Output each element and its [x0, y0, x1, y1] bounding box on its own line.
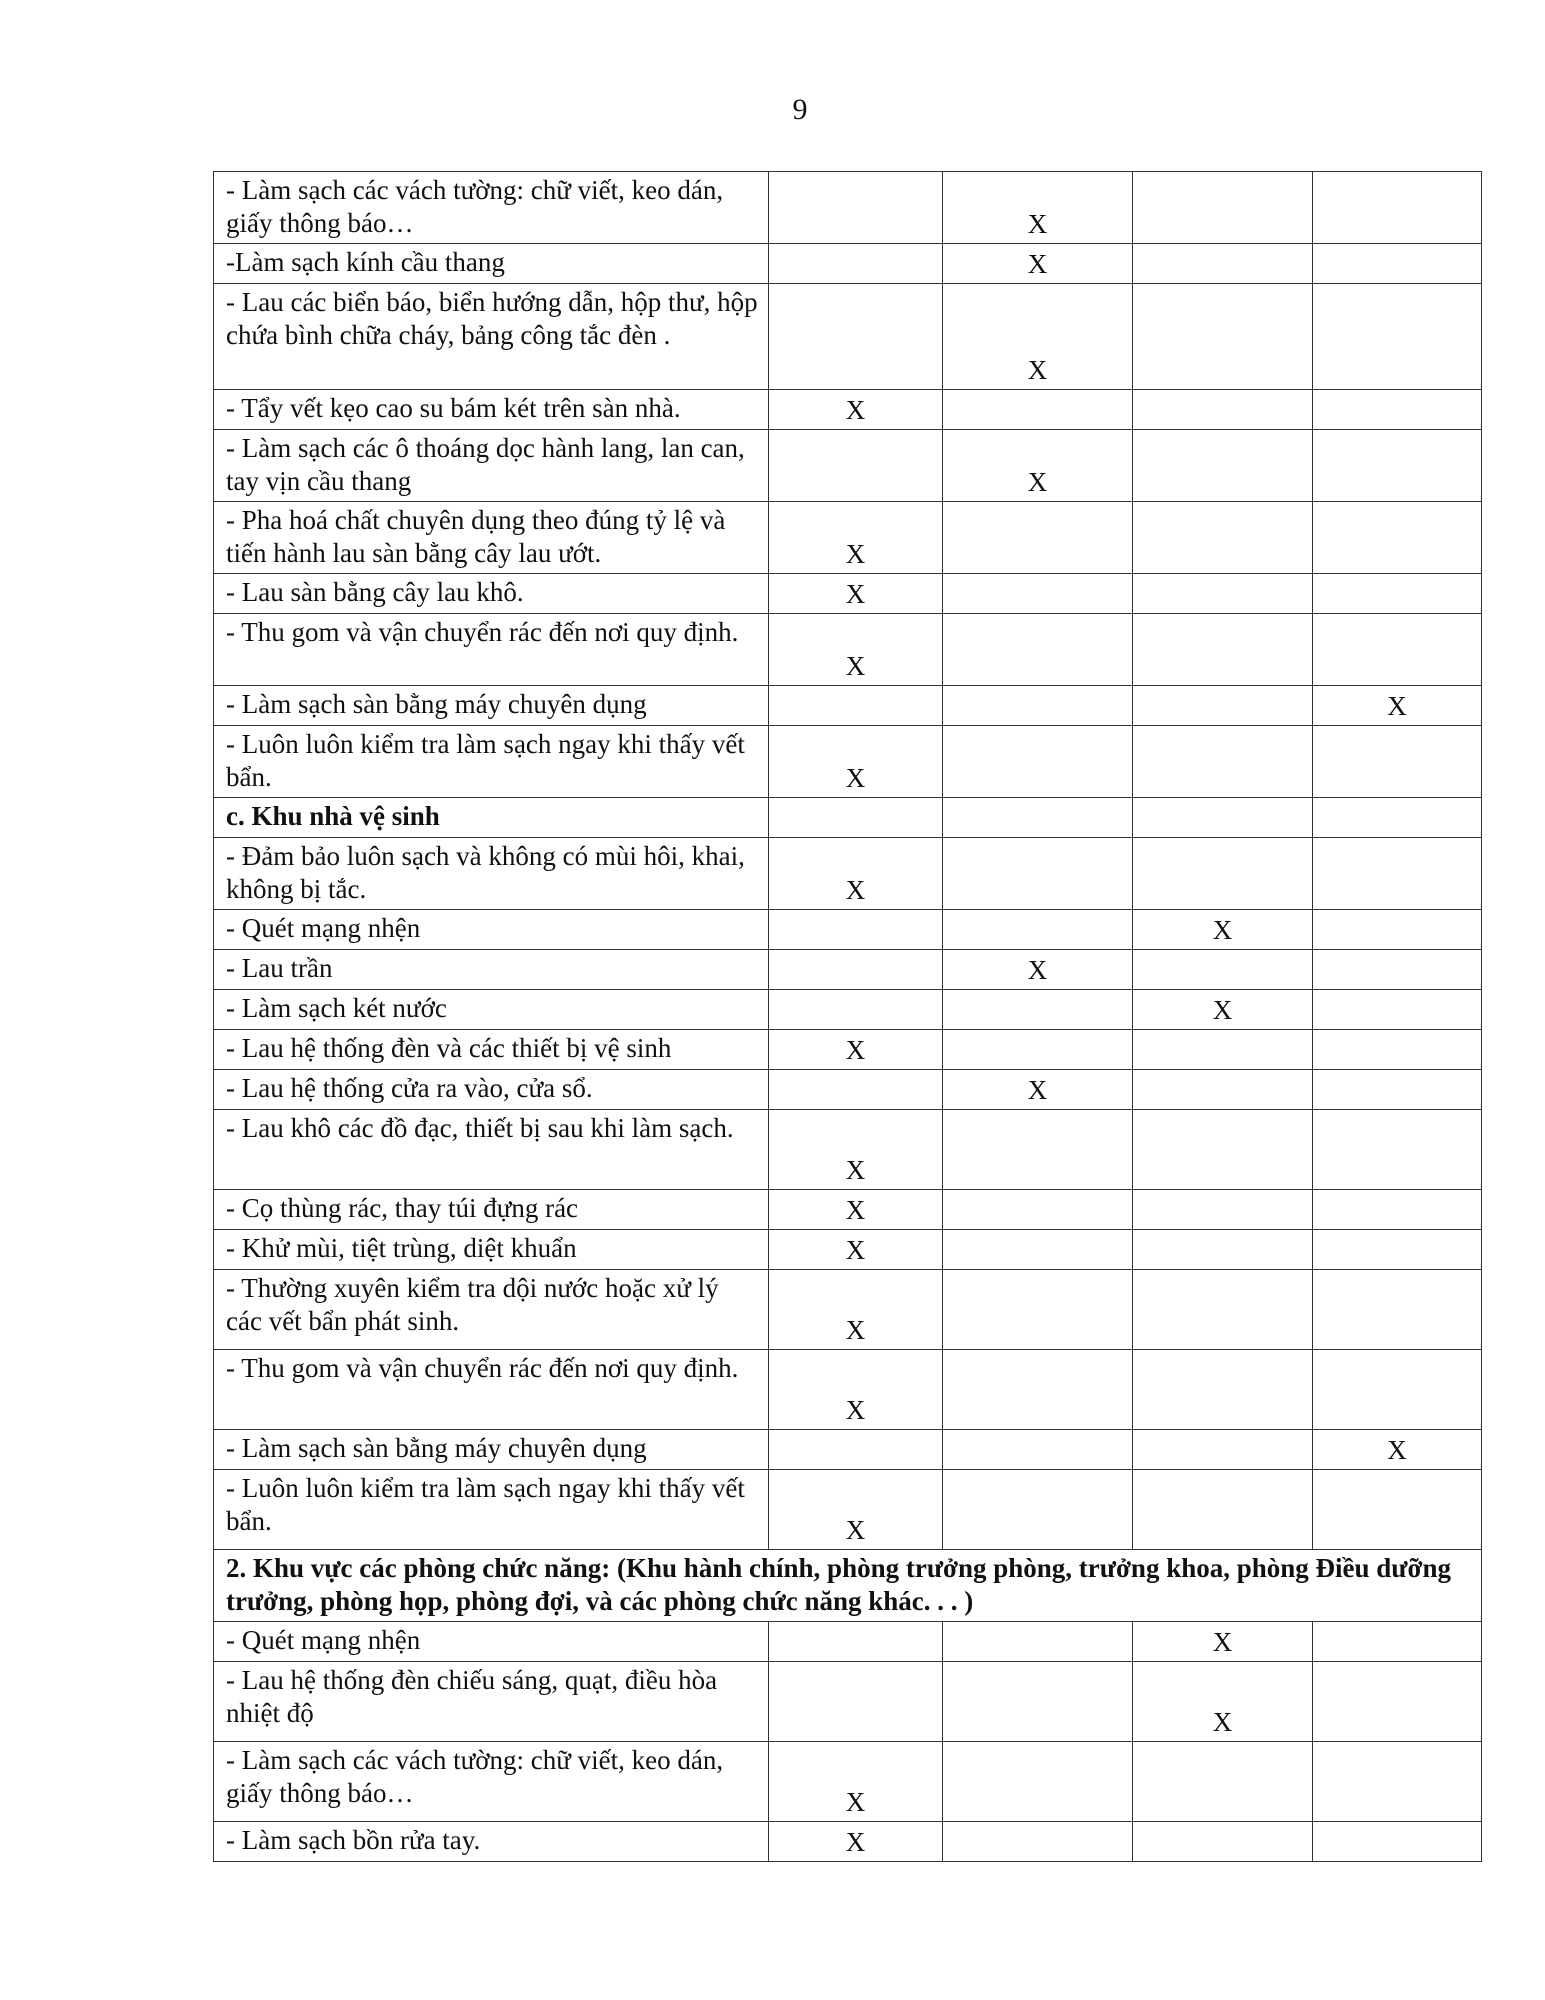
task-description: - Đảm bảo luôn sạch và không có mùi hôi, khai, không bị tắc.	[214, 838, 769, 910]
frequency-mark-col-1	[769, 1070, 943, 1110]
frequency-mark-col-4	[1313, 172, 1482, 244]
frequency-mark-col-1	[769, 798, 943, 838]
table-row	[214, 1350, 1482, 1430]
frequency-mark-col-3	[1133, 1822, 1313, 1862]
frequency-mark-col-3	[1133, 244, 1313, 284]
table-row	[214, 1230, 1482, 1270]
frequency-mark-col-2	[943, 838, 1133, 910]
frequency-mark-col-4: X	[1313, 1430, 1482, 1470]
frequency-mark-col-3	[1133, 798, 1313, 838]
table-row	[214, 1822, 1482, 1862]
frequency-mark-col-2	[943, 798, 1133, 838]
task-description: - Pha hoá chất chuyên dụng theo đúng tỷ lệ và tiến hành lau sàn bằng cây lau ướt.	[214, 502, 769, 574]
subsection-row	[214, 798, 1482, 838]
task-description: - Làm sạch sàn bằng máy chuyên dụng	[214, 1430, 769, 1470]
table-row	[214, 1470, 1482, 1550]
task-description: - Lau hệ thống đèn chiếu sáng, quạt, điều hòa nhiệt độ	[214, 1662, 769, 1742]
frequency-mark-col-2	[943, 614, 1133, 686]
table-row	[214, 686, 1482, 726]
frequency-mark-col-4	[1313, 1190, 1482, 1230]
task-description: - Quét mạng nhện	[214, 1622, 769, 1662]
page-number: 9	[792, 93, 808, 126]
frequency-mark-col-1	[769, 686, 943, 726]
frequency-mark-col-2: X	[943, 172, 1133, 244]
table-row	[214, 614, 1482, 686]
frequency-mark-col-2	[943, 1190, 1133, 1230]
task-description: - Làm sạch bồn rửa tay.	[214, 1822, 769, 1862]
frequency-mark-col-4	[1313, 1470, 1482, 1550]
frequency-mark-col-3	[1133, 838, 1313, 910]
frequency-mark-col-3	[1133, 1110, 1313, 1190]
task-description: - Lau hệ thống cửa ra vào, cửa sổ.	[214, 1070, 769, 1110]
frequency-mark-col-2	[943, 686, 1133, 726]
frequency-mark-col-2: X	[943, 284, 1133, 390]
table-row	[214, 950, 1482, 990]
table-row	[214, 1110, 1482, 1190]
frequency-mark-col-3	[1133, 1070, 1313, 1110]
task-description: - Khử mùi, tiệt trùng, diệt khuẩn	[214, 1230, 769, 1270]
table-row	[214, 1070, 1482, 1110]
frequency-mark-col-2	[943, 910, 1133, 950]
frequency-mark-col-3: X	[1133, 1662, 1313, 1742]
frequency-mark-col-4	[1313, 910, 1482, 950]
frequency-mark-col-2	[943, 990, 1133, 1030]
table-row	[214, 172, 1482, 244]
table-row	[214, 244, 1482, 284]
task-description: - Lau các biển báo, biển hướng dẫn, hộp thư, hộp chứa bình chữa cháy, bảng công tắc đèn .	[214, 284, 769, 390]
frequency-mark-col-1	[769, 950, 943, 990]
frequency-mark-col-1: X	[769, 1470, 943, 1550]
table-row	[214, 726, 1482, 798]
frequency-mark-col-2	[943, 1622, 1133, 1662]
frequency-mark-col-4	[1313, 1030, 1482, 1070]
task-description: - Thu gom và vận chuyển rác đến nơi quy định.	[214, 1350, 769, 1430]
section-title: c. Khu nhà vệ sinh	[214, 798, 769, 838]
frequency-mark-col-3	[1133, 726, 1313, 798]
table-row	[214, 1190, 1482, 1230]
table-row	[214, 574, 1482, 614]
frequency-mark-col-3: X	[1133, 990, 1313, 1030]
frequency-mark-col-2: X	[943, 244, 1133, 284]
task-description: - Luôn luôn kiểm tra làm sạch ngay khi thấy vết bẩn.	[214, 726, 769, 798]
cleaning-schedule-table	[213, 171, 1482, 1862]
frequency-mark-col-4	[1313, 284, 1482, 390]
frequency-mark-col-4	[1313, 1622, 1482, 1662]
section-title: 2. Khu vực các phòng chức năng: (Khu hành chính, phòng trưởng phòng, trưởng khoa, phòng Điều dưỡng trưởng, phòng họp, phòng đợi, và các phòng chức năng khác. . . )	[214, 1550, 1482, 1622]
frequency-mark-col-2	[943, 1270, 1133, 1350]
table-row	[214, 502, 1482, 574]
task-description: - Làm sạch két nước	[214, 990, 769, 1030]
table-row	[214, 284, 1482, 390]
task-description: - Lau khô các đồ đạc, thiết bị sau khi làm sạch.	[214, 1110, 769, 1190]
frequency-mark-col-4	[1313, 1822, 1482, 1862]
task-description: - Làm sạch sàn bằng máy chuyên dụng	[214, 686, 769, 726]
frequency-mark-col-3	[1133, 430, 1313, 502]
table-row	[214, 910, 1482, 950]
table-row	[214, 838, 1482, 910]
frequency-mark-col-1	[769, 244, 943, 284]
frequency-mark-col-1	[769, 430, 943, 502]
frequency-mark-col-1: X	[769, 1110, 943, 1190]
frequency-mark-col-1: X	[769, 1350, 943, 1430]
table-row	[214, 1430, 1482, 1470]
table-row	[214, 1030, 1482, 1070]
table-row	[214, 430, 1482, 502]
frequency-mark-col-2: X	[943, 1070, 1133, 1110]
frequency-mark-col-4	[1313, 726, 1482, 798]
task-description: - Tẩy vết kẹo cao su bám két trên sàn nhà.	[214, 390, 769, 430]
frequency-mark-col-2	[943, 502, 1133, 574]
frequency-mark-col-2	[943, 1822, 1133, 1862]
frequency-mark-col-4	[1313, 838, 1482, 910]
task-description: - Làm sạch các vách tường: chữ viết, keo dán, giấy thông báo…	[214, 1742, 769, 1822]
frequency-mark-col-2	[943, 1030, 1133, 1070]
frequency-mark-col-3	[1133, 950, 1313, 990]
frequency-mark-col-4	[1313, 502, 1482, 574]
task-description: - Thu gom và vận chuyển rác đến nơi quy định.	[214, 614, 769, 686]
frequency-mark-col-2	[943, 1742, 1133, 1822]
frequency-mark-col-4	[1313, 430, 1482, 502]
table-row	[214, 990, 1482, 1030]
frequency-mark-col-3	[1133, 390, 1313, 430]
frequency-mark-col-1	[769, 990, 943, 1030]
frequency-mark-col-1: X	[769, 1822, 943, 1862]
frequency-mark-col-2	[943, 726, 1133, 798]
task-description: - Lau sàn bằng cây lau khô.	[214, 574, 769, 614]
frequency-mark-col-3	[1133, 502, 1313, 574]
frequency-mark-col-4	[1313, 244, 1482, 284]
frequency-mark-col-3: X	[1133, 1622, 1313, 1662]
frequency-mark-col-3	[1133, 1230, 1313, 1270]
frequency-mark-col-3	[1133, 1030, 1313, 1070]
table-row	[214, 390, 1482, 430]
frequency-mark-col-2	[943, 1662, 1133, 1742]
table-row	[214, 1622, 1482, 1662]
frequency-mark-col-1	[769, 1622, 943, 1662]
frequency-mark-col-3	[1133, 614, 1313, 686]
frequency-mark-col-3	[1133, 1742, 1313, 1822]
frequency-mark-col-1: X	[769, 390, 943, 430]
frequency-mark-col-2	[943, 1230, 1133, 1270]
frequency-mark-col-3	[1133, 1470, 1313, 1550]
frequency-mark-col-4	[1313, 574, 1482, 614]
task-description: -Làm sạch kính cầu thang	[214, 244, 769, 284]
frequency-mark-col-4	[1313, 1230, 1482, 1270]
frequency-mark-col-3	[1133, 172, 1313, 244]
frequency-mark-col-3	[1133, 1350, 1313, 1430]
frequency-mark-col-3	[1133, 1430, 1313, 1470]
task-description: - Làm sạch các vách tường: chữ viết, keo dán, giấy thông báo…	[214, 172, 769, 244]
frequency-mark-col-4	[1313, 390, 1482, 430]
frequency-mark-col-4: X	[1313, 686, 1482, 726]
frequency-mark-col-4	[1313, 1742, 1482, 1822]
frequency-mark-col-1: X	[769, 726, 943, 798]
table-row	[214, 1742, 1482, 1822]
frequency-mark-col-1: X	[769, 574, 943, 614]
frequency-mark-col-4	[1313, 1270, 1482, 1350]
frequency-mark-col-3	[1133, 1270, 1313, 1350]
frequency-mark-col-1: X	[769, 1742, 943, 1822]
frequency-mark-col-4	[1313, 1110, 1482, 1190]
table-row	[214, 1270, 1482, 1350]
frequency-mark-col-4	[1313, 614, 1482, 686]
frequency-mark-col-4	[1313, 798, 1482, 838]
task-description: - Lau trần	[214, 950, 769, 990]
frequency-mark-col-2: X	[943, 430, 1133, 502]
frequency-mark-col-2	[943, 1470, 1133, 1550]
frequency-mark-col-4	[1313, 950, 1482, 990]
frequency-mark-col-3	[1133, 574, 1313, 614]
table-row	[214, 1662, 1482, 1742]
frequency-mark-col-1: X	[769, 838, 943, 910]
frequency-mark-col-3: X	[1133, 910, 1313, 950]
frequency-mark-col-1: X	[769, 1270, 943, 1350]
frequency-mark-col-1: X	[769, 1230, 943, 1270]
frequency-mark-col-4	[1313, 1070, 1482, 1110]
task-description: - Thường xuyên kiểm tra dội nước hoặc xử lý các vết bẩn phát sinh.	[214, 1270, 769, 1350]
frequency-mark-col-4	[1313, 990, 1482, 1030]
frequency-mark-col-2	[943, 574, 1133, 614]
frequency-mark-col-1	[769, 1430, 943, 1470]
task-description: - Cọ thùng rác, thay túi đựng rác	[214, 1190, 769, 1230]
frequency-mark-col-2: X	[943, 950, 1133, 990]
frequency-mark-col-3	[1133, 284, 1313, 390]
frequency-mark-col-1: X	[769, 1030, 943, 1070]
frequency-mark-col-3	[1133, 686, 1313, 726]
frequency-mark-col-4	[1313, 1350, 1482, 1430]
frequency-mark-col-1	[769, 910, 943, 950]
frequency-mark-col-2	[943, 1110, 1133, 1190]
frequency-mark-col-1: X	[769, 1190, 943, 1230]
frequency-mark-col-4	[1313, 1662, 1482, 1742]
task-description: - Luôn luôn kiểm tra làm sạch ngay khi thấy vết bẩn.	[214, 1470, 769, 1550]
frequency-mark-col-1	[769, 284, 943, 390]
frequency-mark-col-3	[1133, 1190, 1313, 1230]
frequency-mark-col-1	[769, 172, 943, 244]
frequency-mark-col-1	[769, 1662, 943, 1742]
task-description: - Làm sạch các ô thoáng dọc hành lang, lan can, tay vịn cầu thang	[214, 430, 769, 502]
task-description: - Lau hệ thống đèn và các thiết bị vệ sinh	[214, 1030, 769, 1070]
frequency-mark-col-2	[943, 390, 1133, 430]
task-description: - Quét mạng nhện	[214, 910, 769, 950]
frequency-mark-col-2	[943, 1350, 1133, 1430]
frequency-mark-col-2	[943, 1430, 1133, 1470]
frequency-mark-col-1: X	[769, 502, 943, 574]
frequency-mark-col-1: X	[769, 614, 943, 686]
section-header-row	[214, 1550, 1482, 1622]
